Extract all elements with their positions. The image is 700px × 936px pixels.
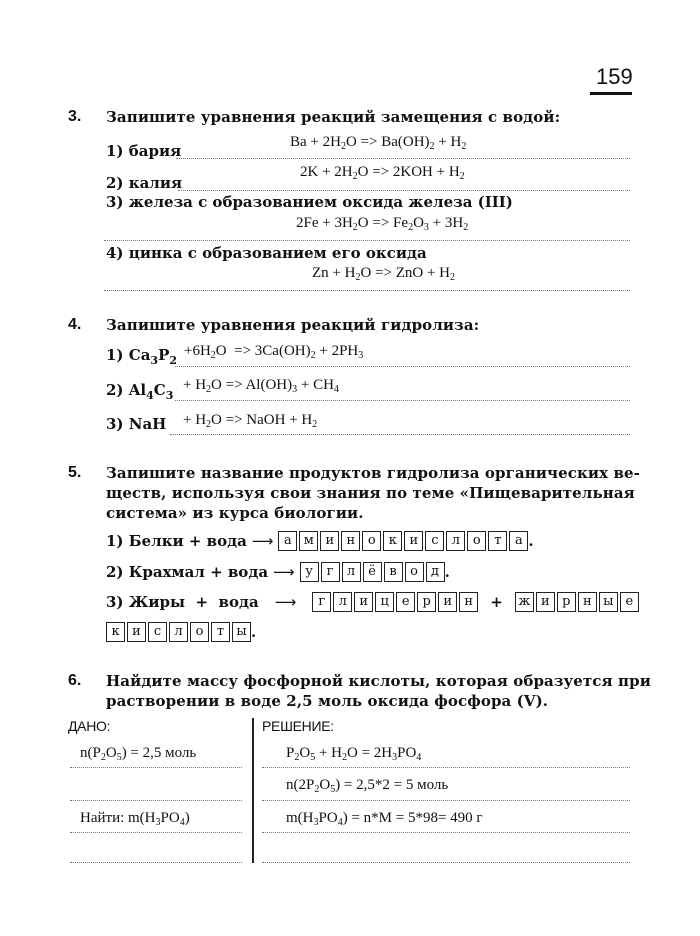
- task-5-item-3-label: 3) Жиры + вода: [106, 593, 259, 611]
- task-3-item-2-answer: $2K + 2H_2O => 2KOH + H_2$: [300, 164, 465, 182]
- letter-tile: м: [299, 531, 318, 551]
- period: .: [444, 563, 450, 581]
- task-5-item-3: [106, 592, 639, 612]
- letter-tile: о: [362, 531, 381, 551]
- letter-tile: н: [459, 592, 478, 612]
- task-3-prompt: Запишите уравнения реакций замещения с водой:: [106, 108, 561, 126]
- letter-tile: н: [578, 592, 597, 612]
- solution-line-1: $P_2O_5 + H_2O = 2H_3PO_4$: [286, 745, 422, 763]
- given-line-3: Найти: $m(H_3PO_4)$: [80, 810, 190, 828]
- task-4-item-1-answer: $+6H_2O => 3Ca(OH)_2 + 2PH_3$: [184, 343, 364, 361]
- answer-line: [262, 862, 630, 863]
- letter-tile: о: [405, 562, 424, 582]
- letter-tile: ц: [375, 592, 394, 612]
- answer-line: [178, 190, 630, 191]
- column-divider: [252, 718, 254, 863]
- answer-line: [70, 832, 242, 833]
- letter-tile: л: [342, 562, 361, 582]
- task-5-number: 5.: [68, 464, 82, 481]
- answer-line: [104, 290, 630, 291]
- task-5-item-3-continued: [106, 622, 256, 642]
- letter-tile: д: [426, 562, 445, 582]
- period: .: [528, 532, 534, 550]
- letter-tiles: [300, 562, 445, 582]
- task-5-item-1-label: 1) Белки + вода: [106, 532, 247, 550]
- page-number: 159: [596, 64, 633, 89]
- task-4-number: 4.: [68, 316, 82, 333]
- task-3-number: 3.: [68, 108, 82, 125]
- task-3-item-4-answer: $Zn + H_2O$ => ZnO + $H_2$: [312, 265, 456, 283]
- task-4-prompt: Запишите уравнения реакций гидролиза:: [106, 316, 480, 334]
- letter-tile: р: [417, 592, 436, 612]
- answer-line: [262, 767, 630, 768]
- task-3-item-2-label: 2) калия: [106, 174, 183, 192]
- letter-tile: т: [211, 622, 230, 642]
- answer-line: [175, 366, 630, 367]
- given-line-1: $n(P_2O_5) = 2,5$ моль: [80, 745, 197, 763]
- letter-tile: л: [446, 531, 465, 551]
- letter-tile: ы: [232, 622, 251, 642]
- answer-line: [70, 767, 242, 768]
- answer-line: [262, 800, 630, 801]
- answer-line: [176, 158, 630, 159]
- arrow-icon: ⟶: [251, 532, 274, 550]
- task-4-item-1-label: 1) $Ca_3P_2$: [106, 346, 178, 367]
- letter-tiles: [312, 592, 478, 612]
- letter-tile: о: [467, 531, 486, 551]
- letter-tile: с: [148, 622, 167, 642]
- task-5-prompt-line-2: ществ, используя свои знания по теме «Пищеварительная: [106, 484, 635, 502]
- letter-tile: и: [320, 531, 339, 551]
- arrow-icon: ⟶: [273, 563, 295, 581]
- letter-tile: у: [300, 562, 319, 582]
- letter-tile: и: [438, 592, 457, 612]
- letter-tile: ы: [599, 592, 618, 612]
- letter-tile: к: [383, 531, 402, 551]
- task-5-item-2-label: 2) Крахмал + вода: [106, 563, 269, 581]
- letter-tile: и: [354, 592, 373, 612]
- letter-tile: л: [169, 622, 188, 642]
- solution-line-2: $n(2P_2O_5) = 2,5*2 = 5$ моль: [286, 777, 449, 795]
- letter-tile: к: [106, 622, 125, 642]
- task-5-item-2: [106, 562, 450, 582]
- letter-tile: и: [536, 592, 555, 612]
- letter-tile: ё: [363, 562, 382, 582]
- task-4-item-2-answer: + $H_2O => Al(OH)_3 + CH_4$: [183, 377, 339, 395]
- letter-tile: ж: [515, 592, 534, 612]
- task-4-item-2-label: 2) $Al_4C_3$: [106, 381, 174, 402]
- task-5-prompt-line-1: Запишите название продуктов гидролиза органических ве-: [106, 464, 640, 482]
- task-5-item-1: [106, 531, 534, 551]
- plus-sign: +: [490, 593, 503, 611]
- task-6-prompt-line-2: растворении в воде 2,5 моль оксида фосфора (V).: [106, 692, 549, 710]
- page-number-underline: [590, 92, 632, 95]
- task-6-number: 6.: [68, 672, 82, 689]
- task-3-item-3-answer: $2Fe + 3H_2O => Fe_2O_3 + 3H_2$: [296, 215, 469, 233]
- letter-tile: о: [190, 622, 209, 642]
- answer-line: [262, 832, 630, 833]
- answer-line: [170, 434, 630, 435]
- letter-tile: л: [333, 592, 352, 612]
- letter-tile: и: [127, 622, 146, 642]
- task-4-item-3-answer: + $H_2O$ => NaOH + $H_2$: [183, 412, 318, 430]
- task-5-prompt-line-3: система» из курса биологии.: [106, 504, 364, 522]
- task-3-item-1-label: 1) бария: [106, 142, 182, 160]
- letter-tile: н: [341, 531, 360, 551]
- letter-tile: е: [620, 592, 639, 612]
- letter-tile: а: [278, 531, 297, 551]
- letter-tile: р: [557, 592, 576, 612]
- letter-tile: г: [321, 562, 340, 582]
- letter-tile: и: [404, 531, 423, 551]
- letter-tile: а: [509, 531, 528, 551]
- task-3-item-4-label: 4) цинка с образованием его оксида: [106, 244, 427, 262]
- given-header: ДАНО:: [68, 718, 111, 734]
- solution-header: РЕШЕНИЕ:: [262, 718, 334, 734]
- solution-line-3: $m(H_3PO_4) = n*M = 5*98= 490$ г: [286, 810, 483, 828]
- task-4-item-3-label: 3) NaH: [106, 415, 167, 433]
- answer-line: [70, 800, 242, 801]
- task-6-prompt-line-1: Найдите массу фосфорной кислоты, которая образуется при: [106, 672, 651, 690]
- letter-tiles: [278, 531, 528, 551]
- letter-tile: г: [312, 592, 331, 612]
- answer-line: [175, 400, 630, 401]
- letter-tiles: [515, 592, 639, 612]
- answer-line: [70, 862, 242, 863]
- task-3-item-3-label: 3) железа с образованием оксида железа (III): [106, 193, 513, 211]
- letter-tile: т: [488, 531, 507, 551]
- arrow-icon: ⟶: [274, 593, 297, 611]
- answer-line: [104, 240, 630, 241]
- letter-tile: в: [384, 562, 403, 582]
- task-3-item-1-answer: $Ba + 2H_2O => Ba(OH)_2 + H_2$: [290, 134, 467, 152]
- letter-tiles: [106, 622, 251, 642]
- letter-tile: е: [396, 592, 415, 612]
- period: .: [251, 623, 257, 641]
- letter-tile: с: [425, 531, 444, 551]
